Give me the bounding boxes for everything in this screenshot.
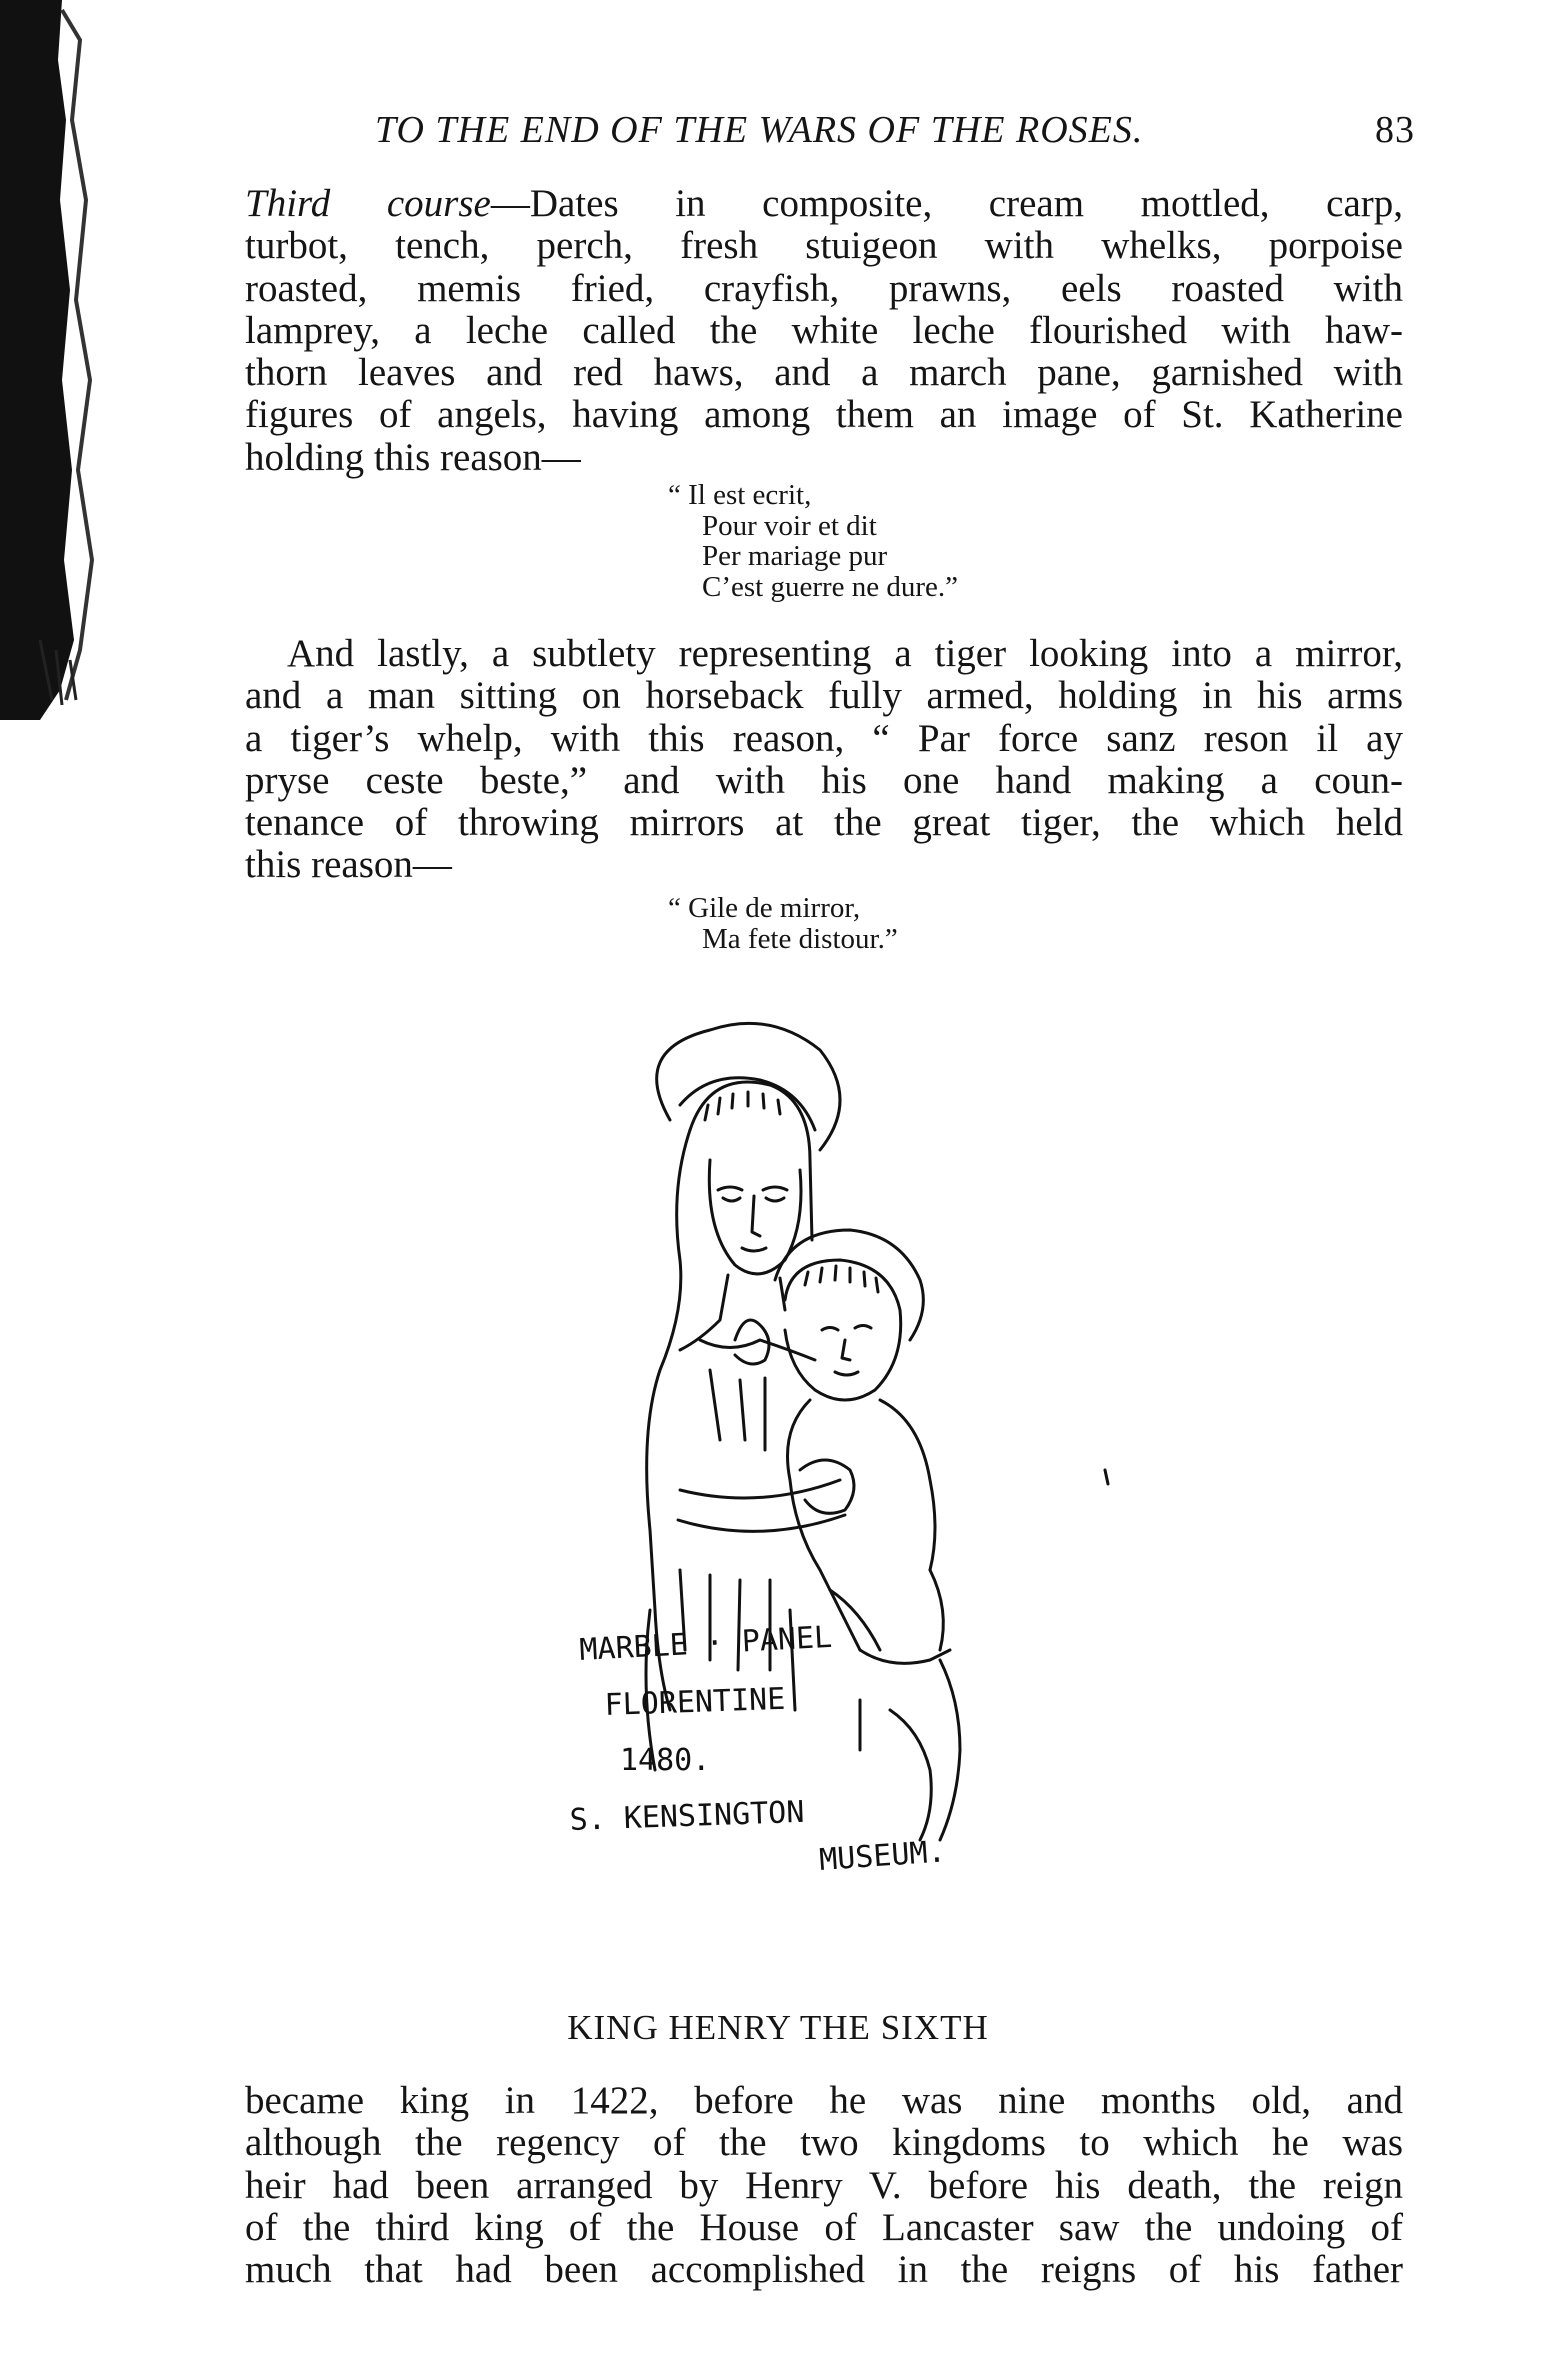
verse-line: Pour voir et dit [702,509,877,542]
text-line: pryse ceste beste,” and with his one hand making a coun- [245,758,1403,802]
text-line: much that had been accomplished in the reigns of his father [245,2248,1403,2292]
page-number: 83 [1375,109,1415,151]
text-line: roasted, memis fried, crayfish, prawns, eels roasted with [245,266,1403,310]
paragraph-third-course [245,183,1403,479]
inscription-line: FLORENTINE [604,1681,786,1723]
madonna-and-child-illustration [560,1010,1120,1940]
running-head-title: TO THE END OF THE WARS OF THE ROSES. [375,109,1144,151]
text-line: lamprey, a leche called the white leche flourished with haw- [245,308,1403,352]
text-line: heir had been arranged by Henry V. before his death, the reign [245,2163,1403,2207]
verse-line: Ma fete distour.” [702,922,898,955]
text-line: And lastly, a subtlety representing a tiger looking into a mirror, [287,632,1403,675]
inscription-line: S. KENSINGTON [569,1794,805,1838]
paragraph-subtlety [245,633,1403,887]
inscription-line: MUSEUM. [818,1834,947,1878]
verse-line: “ Gile de mirror, [668,892,861,924]
text-line: thorn leaves and red haws, and a march pane, garnished with [245,351,1403,395]
text-line: a tiger’s whelp, with this reason, “ Par force sanz reson il ay [245,716,1403,760]
text-line: became king in 1422, before he was nine months old, and [245,2079,1403,2122]
italic-lead: Third course [245,182,491,225]
text-line: and a man sitting on horseback fully armed, holding in his arms [245,674,1403,718]
text-line: turbot, tench, perch, fresh stuigeon with whelks, porpoise [245,224,1403,268]
verse-line: Per mariage pur [702,540,888,572]
verse-line: “ Il est ecrit, [668,479,812,511]
text-line: although the regency of the two kingdoms to which he was [245,2121,1403,2165]
paragraph-henry-vi [245,2080,1403,2291]
inscription-line: 1480. [620,1743,711,1778]
running-head [245,108,1415,158]
verse-line: C’est guerre ne dure.” [702,570,959,603]
text-line: of the third king of the House of Lancaster saw the undoing of [245,2205,1403,2249]
text-line: figures of angels, having among them an image of St. Katherine [245,393,1403,437]
figure-caption: KING HENRY THE SIXTH [567,2008,989,2047]
text-line: tenance of throwing mirrors at the great tiger, the which held [245,801,1403,845]
text-line: this reason— [245,843,452,887]
verse-katherine [668,480,958,602]
binding-shadow [0,0,110,720]
text-line: holding this reason— [245,435,581,479]
text-line: Third course—Dates in composite, cream mottled, carp, [245,182,1403,225]
verse-mirror [668,893,898,954]
inscription-line: MARBLE · PANEL [578,1619,833,1668]
